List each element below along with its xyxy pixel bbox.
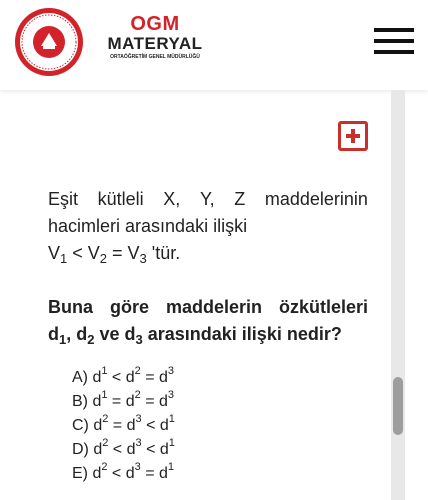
separator: , <box>66 324 77 344</box>
index: 1 <box>101 389 108 401</box>
operator: = <box>140 369 159 386</box>
word: kütleli <box>97 189 144 209</box>
option-letter: D) <box>72 441 94 458</box>
density-symbol: d <box>48 324 59 344</box>
symbol: d <box>92 393 102 410</box>
index: 3 <box>135 437 142 449</box>
symbol: d <box>125 369 135 386</box>
operator: < <box>141 417 160 434</box>
volume-relation <box>48 240 368 267</box>
app-header <box>0 0 428 90</box>
symbol: d <box>158 465 168 482</box>
density-index: 3 <box>135 332 143 347</box>
option-letter: C) <box>72 417 94 434</box>
word: özkütleleri <box>278 297 368 317</box>
index: 2 <box>102 437 109 449</box>
symbol: d <box>158 393 168 410</box>
symbol: d <box>125 393 135 410</box>
density-index: 2 <box>87 332 95 347</box>
symbol: d <box>159 441 169 458</box>
operator: < <box>141 441 160 458</box>
operator: = <box>107 393 126 410</box>
symbol: d <box>158 369 168 386</box>
index: 1 <box>168 413 175 425</box>
option-d[interactable] <box>72 438 272 462</box>
option-letter: B) <box>72 393 93 410</box>
index: 1 <box>167 461 175 473</box>
option-letter: E) <box>72 465 93 482</box>
prompt-suffix: arasındaki ilişki nedir? <box>142 324 342 344</box>
option-a[interactable] <box>72 366 272 390</box>
volume-index: 2 <box>99 251 108 266</box>
plus-vertical <box>351 129 355 143</box>
operator: < <box>108 441 127 458</box>
index: 3 <box>167 389 175 401</box>
logo-wordmark <box>90 14 220 61</box>
menu-bar <box>374 39 414 43</box>
operator: = <box>140 465 159 482</box>
operator: = <box>140 393 159 410</box>
symbol: d <box>159 417 169 434</box>
menu-bar <box>374 28 414 32</box>
operator: = <box>107 243 128 263</box>
symbol: d <box>92 465 102 482</box>
operator: < <box>67 243 88 263</box>
ministry-seal-logo <box>13 6 85 78</box>
density-index: 1 <box>59 332 67 347</box>
word: Z <box>234 189 246 209</box>
word: Buna <box>48 297 93 317</box>
density-symbol: d <box>76 324 88 344</box>
volume-symbol: V <box>127 243 140 263</box>
symbol: d <box>126 441 136 458</box>
operator: < <box>107 369 126 386</box>
symbol: d <box>92 369 102 386</box>
volume-symbol: V <box>87 243 100 263</box>
symbol: d <box>93 441 103 458</box>
index: 3 <box>135 413 142 425</box>
operator: = <box>108 417 127 434</box>
word: Eşit <box>48 189 79 209</box>
volume-symbol: V <box>48 243 61 263</box>
index: 1 <box>168 437 175 449</box>
intro-line-1 <box>48 186 368 213</box>
index: 1 <box>101 365 108 377</box>
index: 2 <box>102 413 109 425</box>
operator: < <box>107 465 126 482</box>
question-stem <box>48 186 368 267</box>
word: Y, <box>199 189 215 209</box>
index: 2 <box>101 461 108 473</box>
symbol: d <box>126 417 136 434</box>
volume-index: 3 <box>139 251 147 266</box>
intro-line-2: hacimleri arasındaki ilişki <box>48 216 248 236</box>
index: 3 <box>134 461 141 473</box>
separator: ve <box>94 324 125 344</box>
logo-subtitle: MATERYAL <box>107 34 203 53</box>
option-b[interactable] <box>72 390 272 414</box>
index: 3 <box>167 365 175 377</box>
relation-suffix: 'tür. <box>146 243 181 263</box>
question-intro <box>48 186 368 267</box>
plus-square-icon[interactable] <box>338 121 368 151</box>
option-e[interactable] <box>72 462 272 486</box>
logo-tagline: ORTAÖĞRETİM GENEL MÜDÜRLÜĞÜ <box>110 54 200 60</box>
scrollbar-track[interactable] <box>391 90 405 500</box>
symbol: d <box>125 465 135 482</box>
index: 2 <box>134 365 141 377</box>
volume-index: 1 <box>60 251 68 266</box>
density-symbol: d <box>124 324 136 344</box>
answer-options <box>72 366 272 486</box>
menu-bar <box>374 50 414 54</box>
prompt-line-1 <box>48 294 368 321</box>
word: maddelerinin <box>264 189 368 209</box>
hamburger-menu-icon[interactable] <box>374 28 414 54</box>
index: 2 <box>134 389 141 401</box>
word: X, <box>163 189 181 209</box>
option-c[interactable] <box>72 414 272 438</box>
word: maddelerin <box>165 297 262 317</box>
prompt-line-2 <box>48 324 342 347</box>
logo-title: OGM <box>130 13 180 35</box>
scrollbar-thumb[interactable] <box>393 377 403 435</box>
question-prompt <box>48 294 368 348</box>
symbol: d <box>93 417 103 434</box>
word: göre <box>109 297 149 317</box>
option-letter: A) <box>72 369 93 386</box>
